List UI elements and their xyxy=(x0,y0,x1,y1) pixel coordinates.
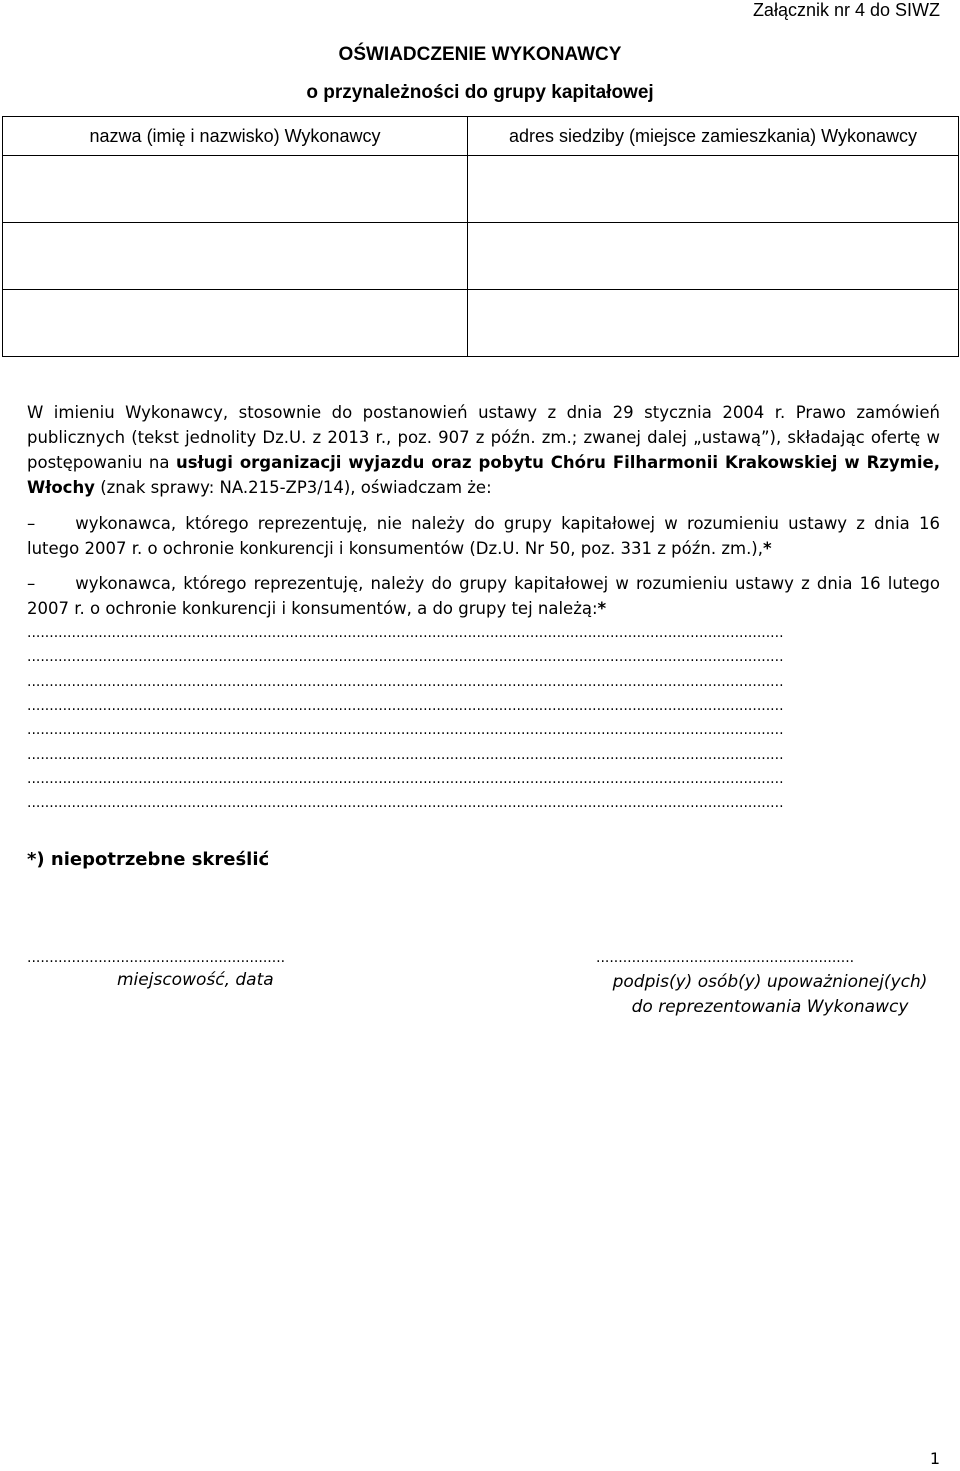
place-date-dotted-line[interactable]: .......................................................... xyxy=(27,950,286,966)
dotted-line-1[interactable]: .......................................................................................................................................................................... xyxy=(27,625,784,641)
dotted-line-7[interactable]: .......................................................................................................................................................................... xyxy=(27,771,784,787)
contractor-name-cell-1[interactable] xyxy=(3,156,468,223)
contractor-name-header: nazwa (imię i nazwisko) Wykonawcy xyxy=(3,117,468,156)
footnote: *) niepotrzebne skreślić xyxy=(27,849,270,870)
dotted-line-6[interactable]: .......................................................................................................................................................................... xyxy=(27,747,784,763)
intro-part2: (znak sprawy: NA.215-ZP3/14), oświadczam że: xyxy=(94,478,492,497)
signature-label xyxy=(580,970,960,1020)
option-text: wykonawca, którego reprezentuję, należy do grupy kapitałowej w rozumieniu ustawy z dnia 16 lutego 2007 r. o ochronie konkurencji i konsumentów, a do grupy tej należą: xyxy=(27,574,940,618)
dotted-line-5[interactable]: .......................................................................................................................................................................... xyxy=(27,722,784,738)
signature-label-line2: do reprezentowania Wykonawcy xyxy=(631,997,909,1017)
contractor-address-cell-2[interactable] xyxy=(468,223,959,290)
intro-part1: W imieniu Wykonawcy, stosownie do postanowień ustawy z dnia 29 stycznia 2004 r. Prawo zamówień publicznych (tekst jednolity Dz.U. z 2013 r., poz. 907 z późn. zm.; zwanej dalej „ustawą”), składając ofertę w postępowaniu na xyxy=(27,403,940,472)
page-number: 1 xyxy=(929,1449,940,1468)
option-not-in-group xyxy=(27,511,940,561)
option-in-group xyxy=(27,571,940,621)
dotted-line-4[interactable]: .......................................................................................................................................................................... xyxy=(27,698,784,714)
contractor-table xyxy=(2,116,959,357)
dotted-line-8[interactable]: .......................................................................................................................................................................... xyxy=(27,795,784,811)
option-mark: * xyxy=(763,539,772,558)
option-dash: – xyxy=(27,574,36,593)
place-date-label: miejscowość, data xyxy=(117,970,274,990)
contractor-address-cell-3[interactable] xyxy=(468,290,959,357)
procurement-subject: usługi organizacji wyjazdu oraz pobytu Chóru Filharmonii Krakowskiej w Rzymie, Włochy xyxy=(27,453,940,497)
contractor-address-header: adres siedziby (miejsce zamieszkania) Wykonawcy xyxy=(468,117,959,156)
contractor-name-cell-2[interactable] xyxy=(3,223,468,290)
annex-label: Załącznik nr 4 do SIWZ xyxy=(752,0,940,20)
signature-dotted-line[interactable]: .......................................................... xyxy=(596,950,855,966)
contractor-name-cell-3[interactable] xyxy=(3,290,468,357)
dotted-line-2[interactable]: .......................................................................................................................................................................... xyxy=(27,649,784,665)
option-dash: – xyxy=(27,514,36,533)
signature-label-line1: podpis(y) osób(y) upoważnionej(ych) xyxy=(612,972,928,992)
intro-paragraph xyxy=(27,400,940,500)
document-title: OŚWIADCZENIE WYKONAWCY xyxy=(338,44,622,65)
contractor-address-cell-1[interactable] xyxy=(468,156,959,223)
option-mark: * xyxy=(597,599,607,618)
document-subtitle: o przynależności do grupy kapitałowej xyxy=(306,82,654,103)
option-text: wykonawca, którego reprezentuję, nie należy do grupy kapitałowej w rozumieniu ustawy z dnia 16 lutego 2007 r. o ochronie konkurencji i konsumentów (Dz.U. Nr 50, poz. 331 z późn. zm.), xyxy=(27,514,940,558)
dotted-line-3[interactable]: .......................................................................................................................................................................... xyxy=(27,674,784,690)
